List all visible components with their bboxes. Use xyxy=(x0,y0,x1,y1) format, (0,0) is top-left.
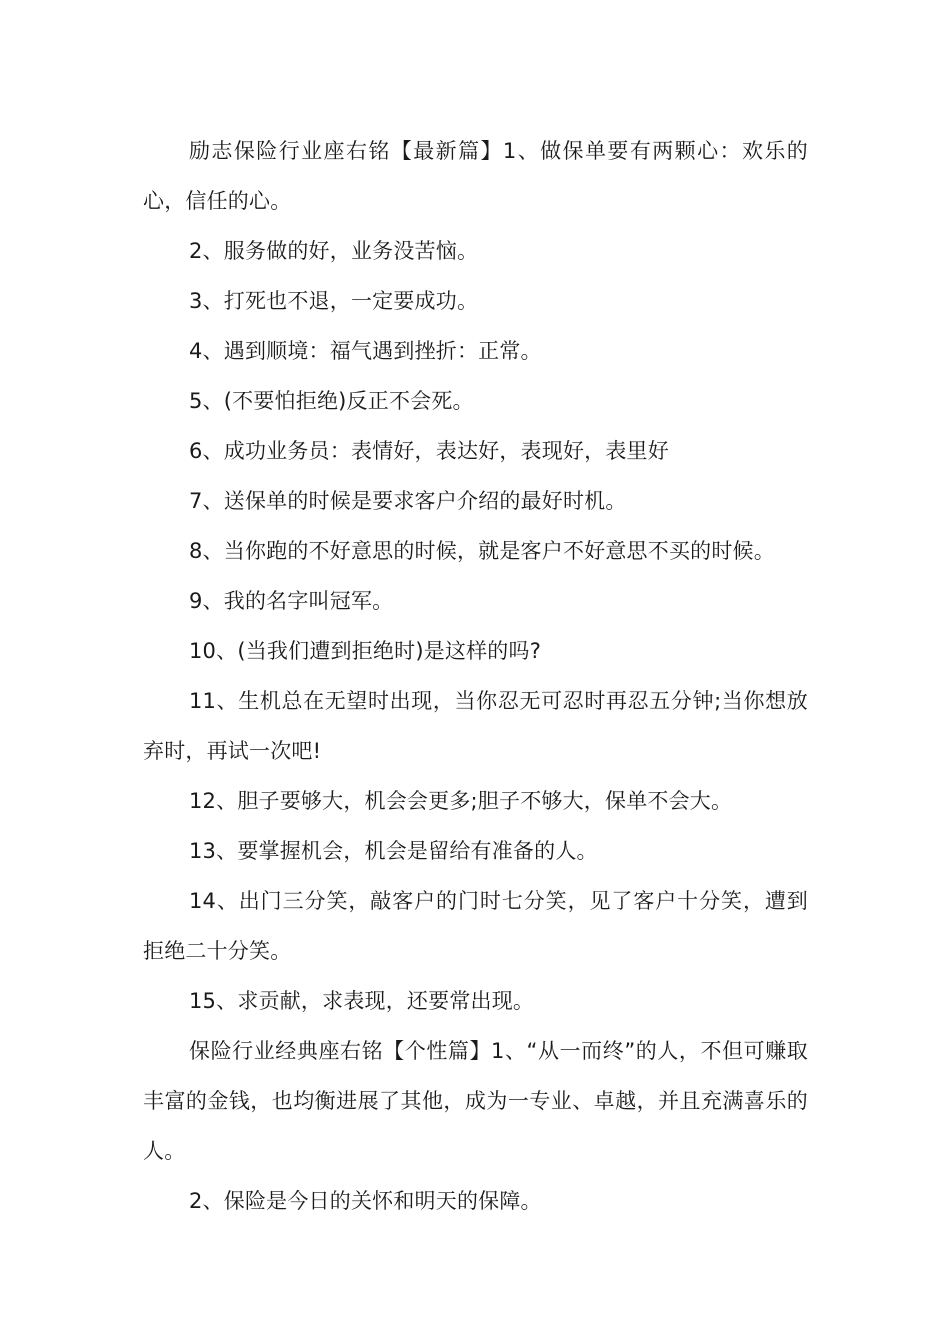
paragraph: 2、保险是今日的关怀和明天的保障。 xyxy=(189,1189,542,1213)
paragraph: 11、生机总在无望时出现，当你忍无可忍时再忍五分钟;当你想放弃时，再试一次吧! xyxy=(143,689,808,763)
paragraph: 9、我的名字叫冠军。 xyxy=(189,589,394,613)
paragraph: 10、(当我们遭到拒绝时)是这样的吗? xyxy=(189,639,542,663)
paragraph: 3、打死也不退，一定要成功。 xyxy=(189,289,479,313)
paragraph: 6、成功业务员：表情好，表达好，表现好，表里好 xyxy=(189,439,669,463)
paragraph: 2、服务做的好，业务没苦恼。 xyxy=(189,239,479,263)
paragraph: 5、(不要怕拒绝)反正不会死。 xyxy=(189,389,474,413)
paragraph: 励志保险行业座右铭【最新篇】1、做保单要有两颗心：欢乐的心，信任的心。 xyxy=(143,139,808,213)
paragraph: 8、当你跑的不好意思的时候，就是客户不好意思不买的时候。 xyxy=(189,539,775,563)
paragraph: 4、遇到顺境：福气遇到挫折：正常。 xyxy=(189,339,542,363)
paragraph: 12、胆子要够大，机会会更多;胆子不够大，保单不会大。 xyxy=(189,789,733,813)
paragraph: 15、求贡献，求表现，还要常出现。 xyxy=(189,989,535,1013)
paragraph: 14、出门三分笑，敲客户的门时七分笑，见了客户十分笑，遭到拒绝二十分笑。 xyxy=(143,889,808,963)
paragraph: 保险行业经典座右铭【个性篇】1、“从一而终”的人，不但可赚取丰富的金钱，也均衡进展了其他，成为一专业、卓越，并且充满喜乐的人。 xyxy=(143,1039,808,1163)
document-body xyxy=(143,126,808,1226)
paragraph: 7、送保单的时候是要求客户介绍的最好时机。 xyxy=(189,489,627,513)
paragraph: 13、要掌握机会，机会是留给有准备的人。 xyxy=(189,839,598,863)
